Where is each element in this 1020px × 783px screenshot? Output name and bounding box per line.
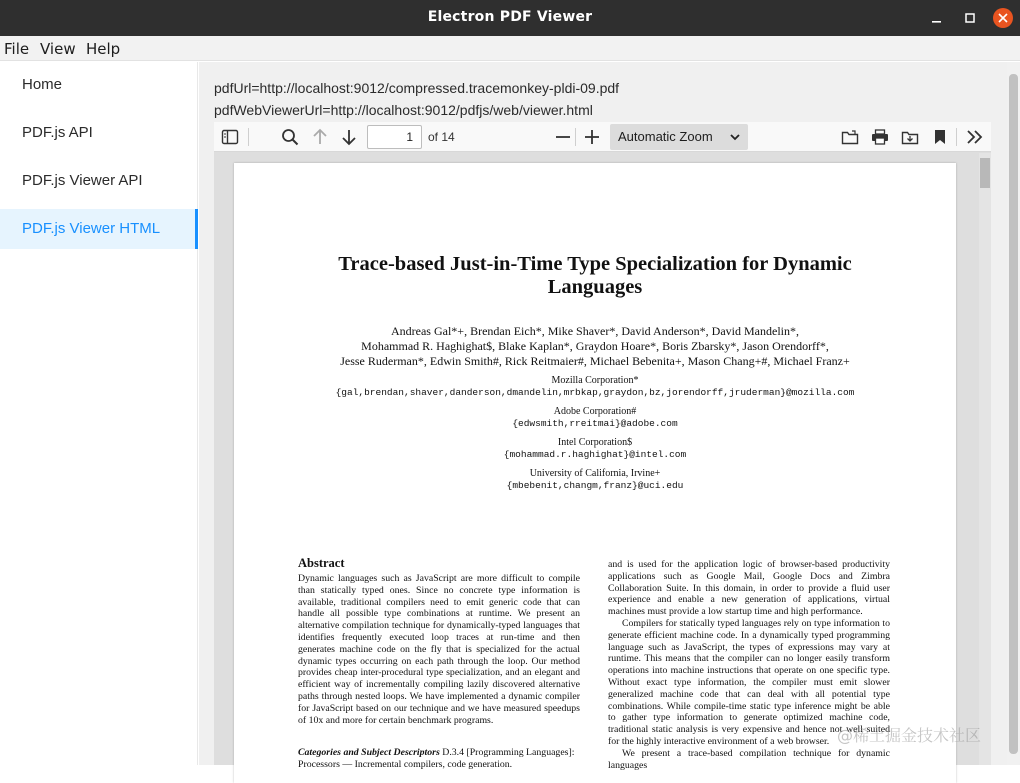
affiliation — [274, 375, 916, 399]
sidebar-toggle-icon — [221, 129, 239, 145]
print-icon — [871, 129, 889, 145]
page-count-label: of 14 — [428, 130, 455, 144]
sidebar-item-pdfjs-viewer-api[interactable]: PDF.js Viewer API — [22, 172, 143, 189]
tools-button[interactable] — [964, 126, 986, 148]
next-page-icon — [340, 128, 358, 146]
pdf-scroll-thumb[interactable] — [980, 158, 990, 188]
pdf-viewer — [214, 122, 991, 771]
close-button[interactable] — [993, 8, 1013, 28]
menu-bar — [0, 36, 1020, 61]
right-paragraph: We present a trace-based compilation technique for dynamic languages — [608, 747, 890, 771]
sidebar-item-pdfjs-api[interactable]: PDF.js API — [22, 124, 93, 141]
sidebar-item-home[interactable]: Home — [22, 76, 63, 93]
paper-title-line: Languages — [547, 276, 643, 298]
toolbar-separator — [248, 128, 249, 146]
tools-icon — [966, 129, 984, 145]
search-button[interactable] — [279, 126, 301, 148]
next-page-button[interactable] — [338, 126, 360, 148]
sidebar-toggle-button[interactable] — [219, 126, 241, 148]
chevron-down-icon — [730, 124, 740, 151]
maximize-icon — [965, 13, 975, 23]
zoom-in-button[interactable] — [581, 126, 603, 148]
watermark-text: @稀土掘金技术社区 — [837, 726, 982, 745]
pdf-scroll-area[interactable] — [214, 153, 991, 771]
download-icon — [901, 129, 919, 145]
print-button[interactable] — [869, 126, 891, 148]
csd-text: D.3.4 [Programming Languages]: Processors — Incremental compilers, code generation. — [298, 747, 575, 770]
window-scrollbar[interactable] — [1007, 62, 1020, 765]
authors-line: Jesse Ruderman*, Edwin Smith#, Rick Reitmaier#, Michael Bebenita+, Mason Chang+#, Michael Franz+ — [340, 354, 850, 368]
window-title: Electron PDF Viewer — [427, 9, 593, 25]
sidebar-item-pdfjs-viewer-html[interactable]: PDF.js Viewer HTML — [0, 209, 198, 249]
authors-line: Andreas Gal*+, Brendan Eich*, Mike Shaver*, David Anderson*, David Mandelin*, — [390, 324, 799, 338]
viewer-toolbar — [214, 122, 991, 152]
affiliation — [274, 437, 916, 461]
right-paragraph: and is used for the application logic of browser-based productivity applications such as Google Mail, Google Docs and Zimbra Collaboration Suite. In this domain, in order to provide a fluid user experience and enable a new generation of applications, virtual machines must provide a low startup time and high performance. — [608, 559, 890, 618]
affiliation-name: Mozilla Corporation* — [551, 375, 639, 386]
categories-descriptors — [298, 747, 580, 771]
sidebar — [0, 62, 198, 765]
title-bar — [0, 0, 1020, 36]
affiliation-name: University of California, Irvine+ — [529, 468, 661, 479]
paper-title-line: Trace-based Just-in-Time Type Specialization for Dynamic — [338, 253, 852, 275]
paper-authors — [274, 324, 916, 369]
main-content — [199, 62, 1007, 771]
affiliation-email: {edwsmith,rreitmai}@adobe.com — [512, 418, 678, 429]
affiliation-email: {gal,brendan,shaver,danderson,dmandelin,mrbkap,graydon,bz,jorendorff,jruderman}@mozilla.com — [335, 387, 855, 398]
maximize-button[interactable] — [960, 8, 980, 28]
affiliation-name: Intel Corporation$ — [557, 437, 633, 448]
open-file-button[interactable] — [839, 126, 861, 148]
affiliation — [274, 406, 916, 430]
pdf-page — [234, 163, 956, 783]
affiliation-email: {mohammad.r.haghighat}@intel.com — [503, 449, 687, 460]
viewer-url-text: pdfWebViewerUrl=http://localhost:9012/pdfjs/web/viewer.html — [214, 102, 593, 118]
open-file-icon — [841, 129, 859, 145]
window-scroll-thumb[interactable] — [1009, 74, 1018, 754]
pdf-url-text: pdfUrl=http://localhost:9012/compressed.tracemonkey-pldi-09.pdf — [214, 80, 620, 96]
csd-label: Categories and Subject Descriptors — [298, 747, 440, 758]
zoom-in-icon — [584, 129, 600, 145]
previous-page-button[interactable] — [309, 126, 331, 148]
toolbar-separator — [575, 128, 576, 146]
abstract-text: Dynamic languages such as JavaScript are more difficult to compile than statically typed ones. Since no concrete type information is available, traditional compilers need to emit generic code that can handle all possible type combinations at runtime. We present an alternative compilation technique for dynamically-typed languages that identifies frequently executed loop traces at run-time and then generates machine code on the fly that is specialized for the actual dynamic types occurring on each path through the loop. Our method provides cheap inter-procedural type specialization, and an elegant and efficient way of incrementally compiling lazily discovered alternative paths through nested loops. We have implemented a dynamic compiler for JavaScript based on our technique and we have measured speedups of 10x and more for certain benchmark programs. — [298, 573, 580, 726]
abstract-column — [298, 573, 580, 726]
paper-title — [234, 253, 956, 299]
abstract-heading: Abstract — [298, 556, 345, 570]
pdf-scrollbar[interactable] — [979, 153, 991, 765]
previous-page-icon — [311, 128, 329, 146]
menu-help[interactable]: Help — [86, 40, 121, 58]
search-icon — [281, 128, 299, 146]
bookmark-button[interactable] — [929, 126, 951, 148]
close-icon — [998, 13, 1008, 23]
download-button[interactable] — [899, 126, 921, 148]
zoom-select[interactable] — [610, 124, 748, 150]
minimize-icon — [932, 13, 942, 23]
affiliation-name: Adobe Corporation# — [553, 406, 637, 417]
right-paragraph: Compilers for statically typed languages rely on type information to generate efficient machine code. In a dynamically typed programming language such as JavaScript, the types of expressions may vary at runtime. This means that the compiler can no longer easily transform operations into machine instructions that operate on one specific type. Without exact type information, the compiler must emit slower generalized machine code that can deal with all potential type combinations. While compile-time static type inference might be able to gather type information to generate optimized machine code, traditional static analysis is very expensive and hence not well suited for the highly interactive environment of a web browser. — [608, 617, 890, 747]
zoom-select-value: Automatic Zoom — [618, 129, 713, 144]
affiliation — [274, 468, 916, 492]
menu-view[interactable]: View — [40, 40, 76, 58]
bookmark-icon — [933, 129, 947, 145]
minimize-button[interactable] — [927, 8, 947, 28]
zoom-out-button[interactable] — [552, 126, 574, 148]
affiliation-email: {mbebenit,changm,franz}@uci.edu — [506, 480, 684, 491]
page-number-input[interactable]: 1 — [367, 125, 422, 149]
zoom-out-icon — [555, 129, 571, 145]
authors-line: Mohammad R. Haghighat$, Blake Kaplan*, Graydon Hoare*, Boris Zbarsky*, Jason Orendorff*, — [361, 339, 829, 353]
toolbar-separator — [956, 128, 957, 146]
menu-file[interactable]: File — [4, 40, 30, 58]
